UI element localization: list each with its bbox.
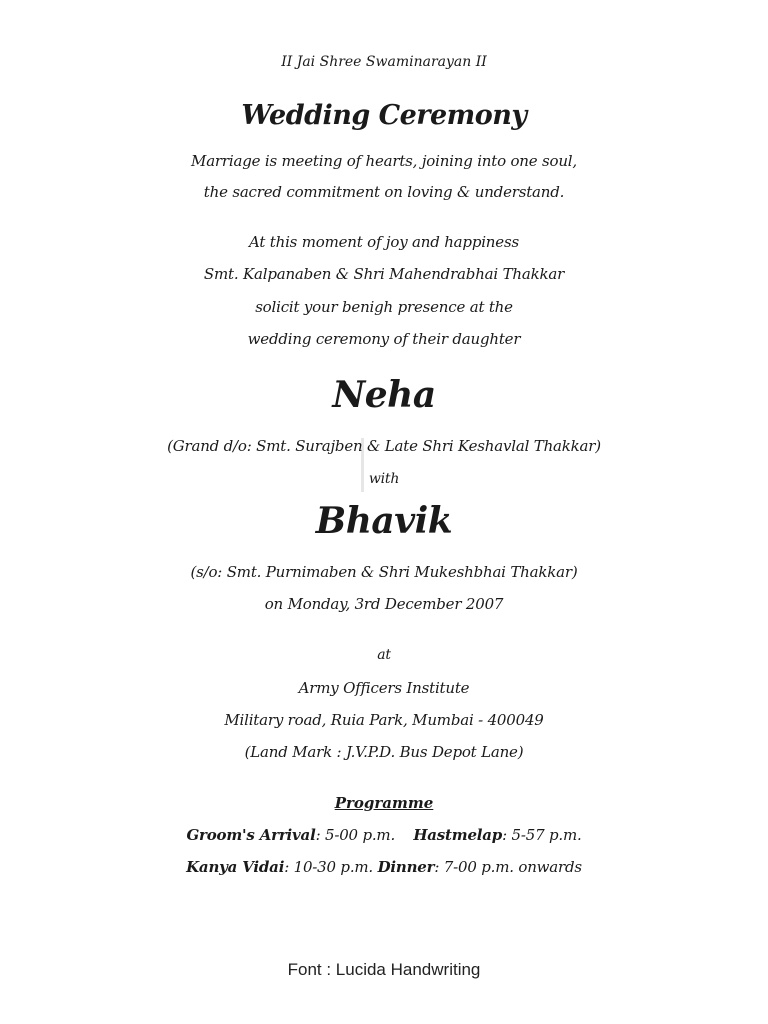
programme-row-2: [0, 858, 768, 876]
venue-landmark: (Land Mark : J.V.P.D. Bus Depot Lane): [244, 743, 524, 761]
programme-item-time: : 5-00 p.m.: [315, 826, 396, 844]
invitation-line-3: solicit your benigh presence at the: [255, 298, 513, 316]
invocation: II Jai Shree Swaminarayan II: [281, 54, 487, 70]
venue-address: Military road, Ruia Park, Mumbai - 400049: [224, 711, 544, 729]
bride-relation: (Grand d/o: Smt. Surajben & Late Shri Keshavlal Thakkar): [167, 437, 601, 455]
venue-at: at: [377, 647, 391, 663]
invitation-line-4: wedding ceremony of their daughter: [247, 330, 521, 348]
invitation-line-1: At this moment of joy and happiness: [249, 233, 519, 251]
with-text: with: [368, 471, 400, 487]
verse-line-2: the sacred commitment on loving & understand.: [203, 183, 565, 201]
invitation-line-2: Smt. Kalpanaben & Shri Mahendrabhai Thakkar: [203, 265, 565, 283]
programme-row-1: [0, 826, 768, 844]
groom-relation: (s/o: Smt. Purnimaben & Shri Mukeshbhai Thakkar): [190, 563, 578, 581]
programme-item-label: Kanya Vidai: [186, 858, 285, 876]
programme-item-time: : 5-57 p.m.: [502, 826, 582, 844]
programme-title: Programme: [334, 794, 434, 812]
programme-item-label: Groom's Arrival: [186, 826, 316, 844]
bride-name: Neha: [332, 374, 436, 416]
programme-item-label: Hastmelap: [413, 826, 503, 844]
venue-name: Army Officers Institute: [298, 679, 470, 697]
verse-line-1: Marriage is meeting of hearts, joining into one soul,: [191, 152, 577, 170]
programme-item-time: : 10-30 p.m.: [284, 858, 373, 876]
ceremony-date: on Monday, 3rd December 2007: [264, 595, 504, 613]
groom-name: Bhavik: [315, 500, 453, 542]
programme-item-label: Dinner: [377, 858, 435, 876]
card-title: Wedding Ceremony: [241, 100, 527, 131]
font-note: Font : Lucida Handwriting: [287, 960, 481, 979]
programme-item-time: : 7-00 p.m. onwards: [434, 858, 582, 876]
